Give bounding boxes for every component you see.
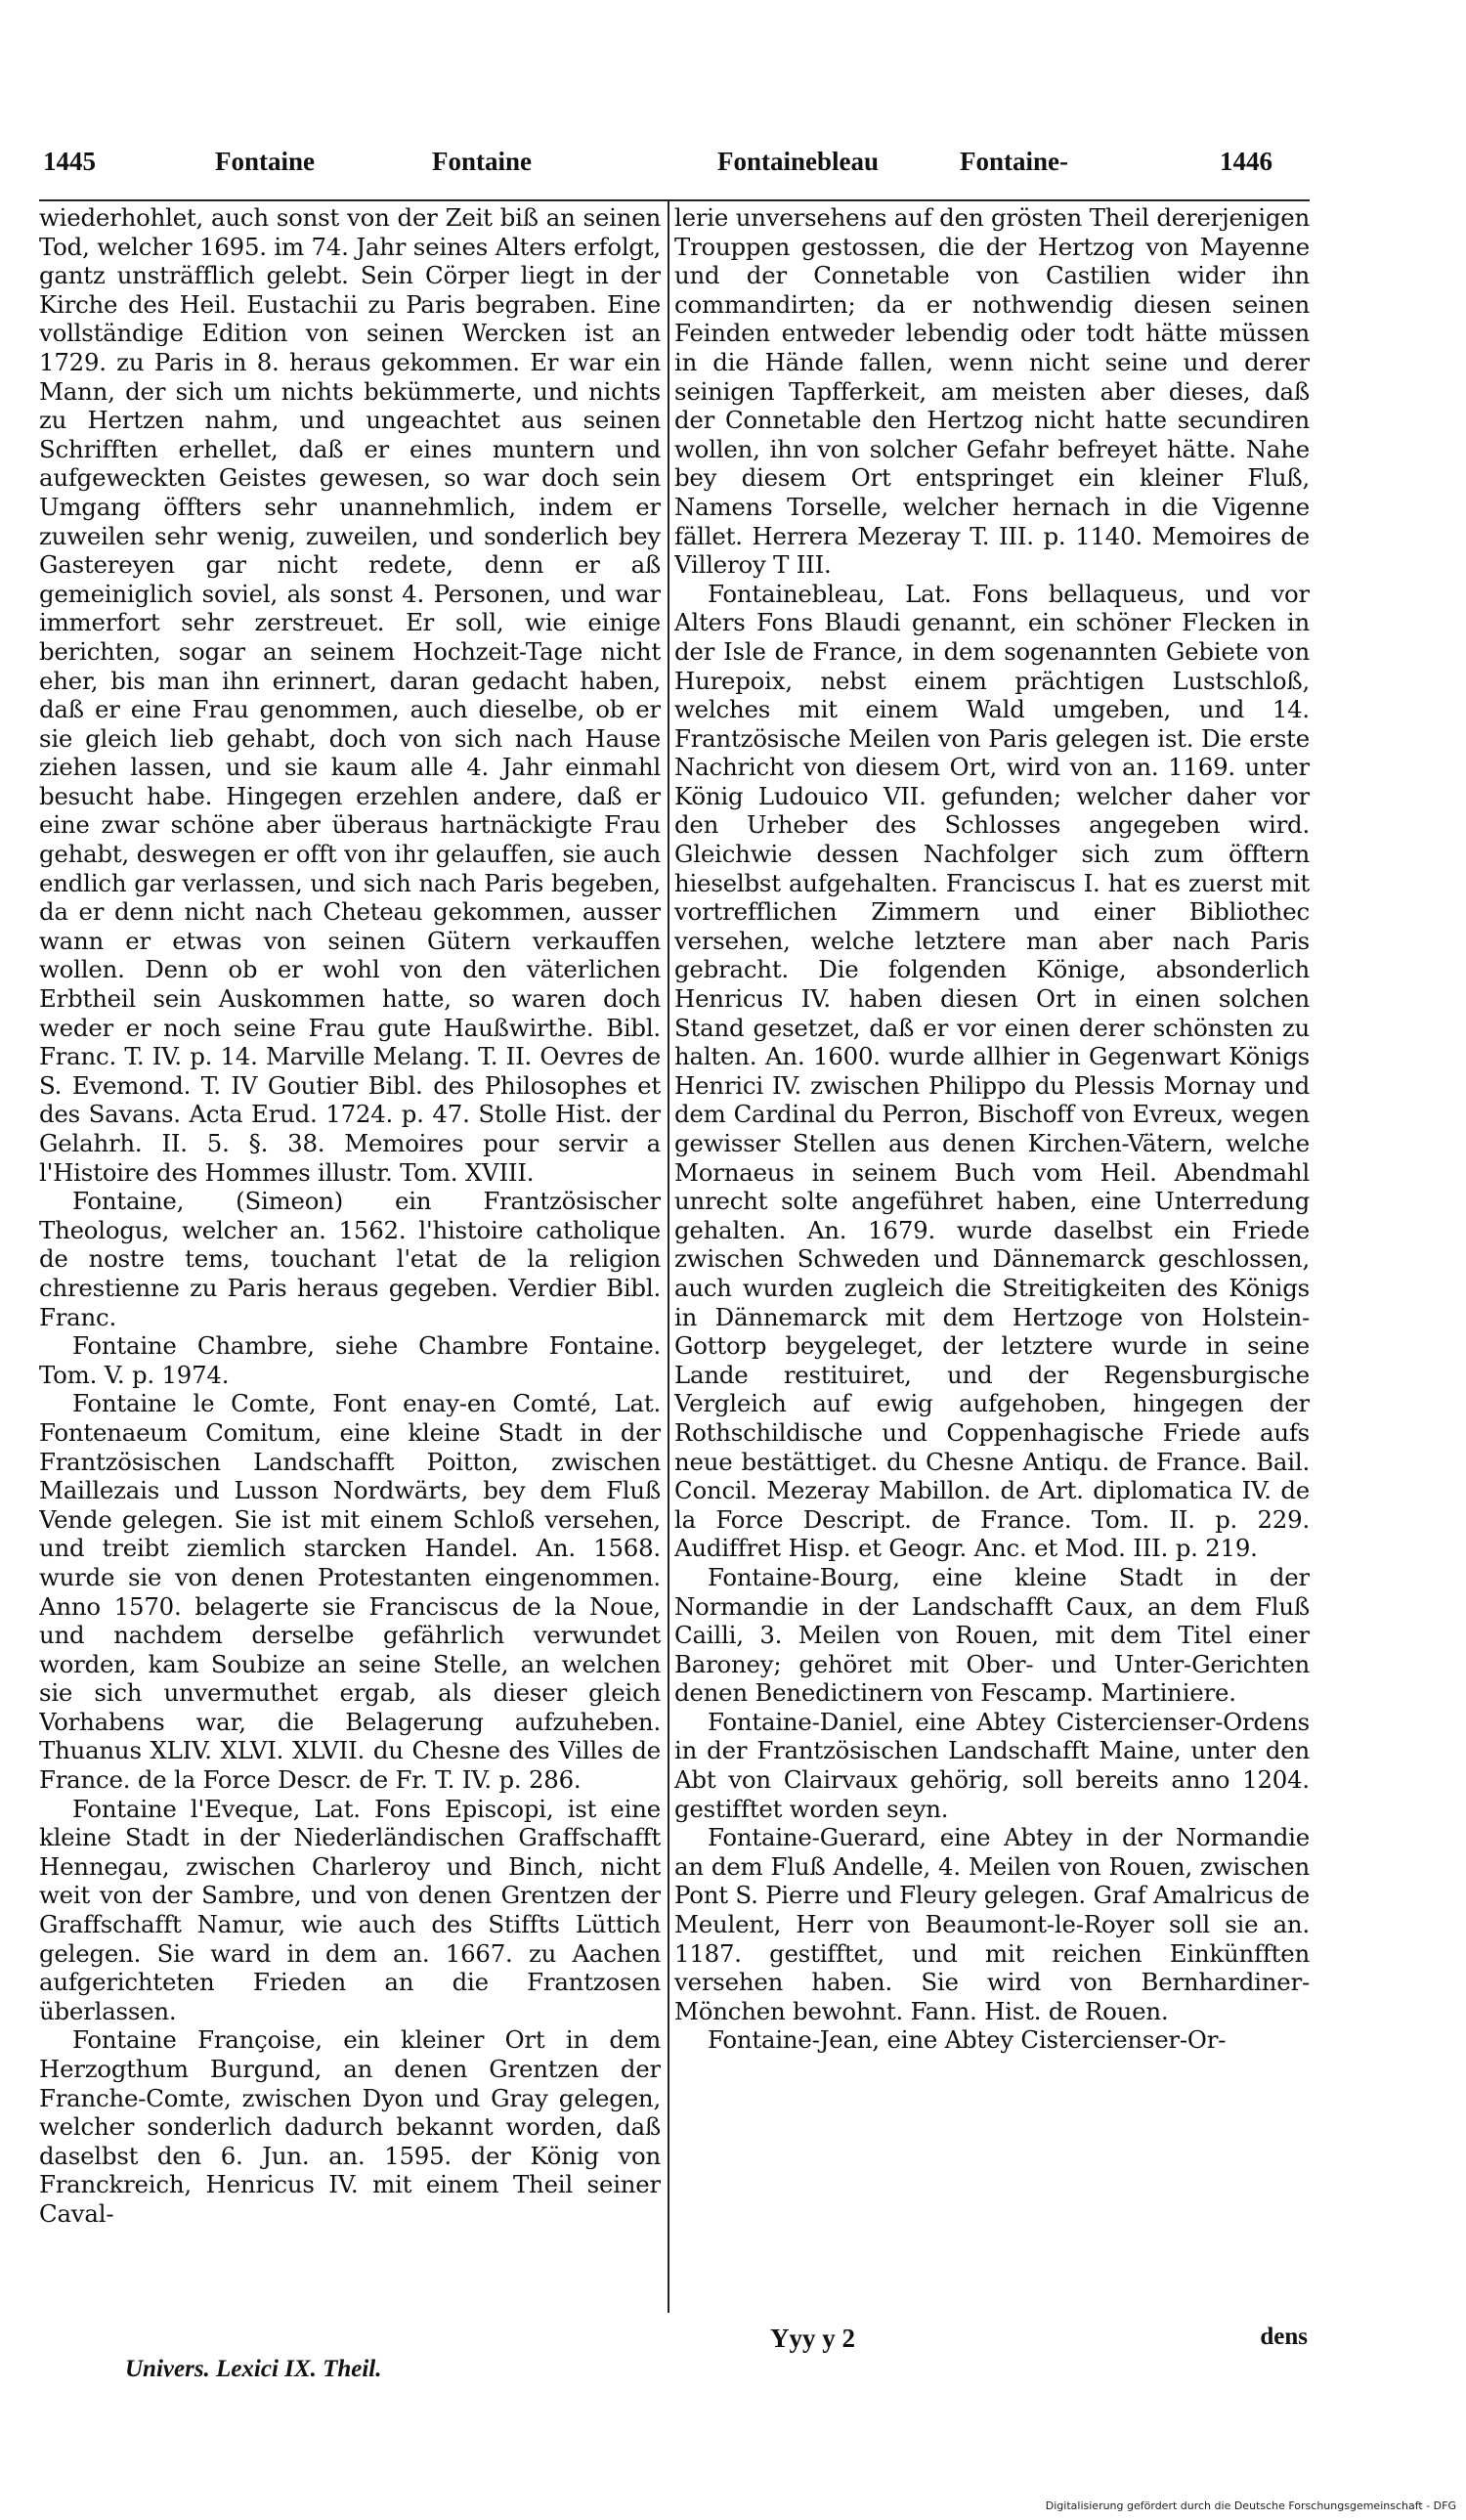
left-paragraph: Fontaine l'Eveque, Lat. Fons Episcopi, ist eine kleine Stadt in der Niederländischen Graffschafft Hennegau, zwischen Charleroy und Binch, nicht weit von der Sambre, und von denen Grentzen der Graffschafft Namur, wie auch des Stiffts Lüttich gelegen. Sie ward in dem an. 1667. zu Aachen aufgerichteten Frieden an die Frantzosen überlassen. — [39, 1794, 661, 2025]
right-paragraph: Fontaine-Daniel, eine Abtey Cistercienser-Ordens in der Frantzösischen Landschafft Maine, unter den Abt von Clairvaux gehörig, soll bereits anno 1204. gestifftet worden seyn. — [674, 1707, 1310, 1823]
right-paragraph: Fontaine-Guerard, eine Abtey in der Normandie an dem Fluß Andelle, 4. Meilen von Rouen, zwischen Pont S. Pierre und Fleury gelegen. Graf Amalricus de Meulent, Herr von Beaumont-le-Royer soll sie an. 1187. gestifftet, und mit reichen Einkünfften versehen haben. Sie wird von Bernhardiner-Mönchen bewohnt. Fann. Hist. de Rouen. — [674, 1823, 1310, 2025]
catchword: dens — [1260, 2324, 1308, 2350]
right-column — [674, 203, 1310, 2285]
right-paragraph: Fontaine-Bourg, eine kleine Stadt in der Normandie in der Landschafft Caux, an dem Fluß Cailli, 3. Meilen von Rouen, mit dem Titel einer Baroney; gehöret mit Ober- und Unter-Gerichten denen Benedictinern von Fescamp. Martiniere. — [674, 1562, 1310, 1708]
right-paragraph: Fontainebleau, Lat. Fons bellaqueus, und vor Alters Fons Blaudi genannt, ein schöner Flecken in der Isle de France, in dem sogenannten Gebiete von Hurepoix, nebst einem prächtigen Lustschloß, welches mit einem Wald umgeben, und 14. Frantzösische Meilen von Paris gelegen ist. Die erste Nachricht von diesem Ort, wird von an. 1169. unter König Ludouico VII. gefunden; welcher daher vor den Urheber des Schlosses angegeben wird. Gleichwie dessen Nachfolger sich zum öfftern hieselbst aufgehalten. Franciscus I. hat es zuerst mit vortrefflichen Zimmern und einer Bibliothec versehen, welche letztere man aber nach Paris gebracht. Die folgenden Könige, absonderlich Henricus IV. haben diesen Ort in einen solchen Stand gesetzet, daß er vor einen derer schönsten zu halten. An. 1600. wurde allhier in Gegenwart Königs Henrici IV. zwischen Philippo du Plessis Mornay und dem Cardinal du Perron, Bischoff von Evreux, wegen gewisser Stellen aus denen Kirchen-Vätern, welche Mornaeus in seinem Buch vom Heil. Abendmahl unrecht solte angeführet haben, eine Unterredung gehalten. An. 1679. wurde daselbst ein Friede zwischen Schweden und Dännemarck geschlossen, auch wurden zugleich die Streitigkeiten des Königs in Dännemarck mit dem Hertzoge von Holstein-Gottorp beygeleget, der letztere wurde in seine Lande restituiret, und der Regensburgische Vergleich auf ewig aufgehoben, hingegen der Rothschildische und Coppenhagische Friede aufs neue bestättiget. du Chesne Antiqu. de France. Bail. Concil. Mezeray Mabillon. de Art. diplomatica IV. de la Force Descript. de France. Tom. II. p. 229. Audiffret Hisp. et Geogr. Anc. et Mod. III. p. 219. — [674, 579, 1310, 1563]
header-word-3: Fontainebleau — [717, 147, 880, 176]
column-divider — [668, 201, 669, 2313]
left-paragraph: Fontaine, (Simeon) ein Frantzösischer Theologus, welcher an. 1562. l'histoire catholique de nostre tems, touchant l'etat de la religion chrestienne zu Paris heraus gegeben. Verdier Bibl. Franc. — [39, 1187, 661, 1331]
header-word-2: Fontaine — [432, 147, 533, 176]
digitization-credit: Digitalisierung gefördert durch die Deutsche Forschungsgemeinschaft - DFG — [1045, 2499, 1456, 2512]
header-rule — [39, 199, 1310, 201]
page-number-right: 1446 — [1220, 147, 1272, 176]
left-column — [39, 203, 661, 2285]
header-word-4: Fontaine- — [960, 147, 1068, 176]
left-paragraph: Fontaine Françoise, ein kleiner Ort in dem Herzogthum Burgund, an denen Grentzen der Franche-Comte, zwischen Dyon und Gray gelegen, welcher sonderlich dadurch bekannt worden, daß daselbst den 6. Jun. an. 1595. der König von Franckreich, Henricus IV. mit einem Theil seiner Caval- — [39, 2025, 661, 2228]
left-paragraph: Fontaine le Comte, Font enay-en Comté, Lat. Fontenaeum Comitum, eine kleine Stadt in der Frantzösischen Landschafft Poitton, zwischen Maillezais und Lusson Nordwärts, bey dem Fluß Vende gelegen. Sie ist mit einem Schloß versehen, und treibt ziemlich starcken Handel. An. 1568. wurde sie von denen Protestanten eingenommen. Anno 1570. belagerte sie Franciscus de la Noue, und nachdem derselbe gefährlich verwundet worden, kam Soubize an seine Stelle, an welchen sie sich unvermuthet ergab, als dieser gleich Vorhabens war, die Belagerung aufzuheben. Thuanus XLIV. XLVI. XLVII. du Chesne des Villes de France. de la Force Descr. de Fr. T. IV. p. 286. — [39, 1389, 661, 1795]
right-paragraph: Fontaine-Jean, eine Abtey Cistercienser-Or- — [708, 2025, 1227, 2055]
volume-title: Univers. Lexici IX. Theil. — [125, 2356, 382, 2382]
right-paragraph: lerie unversehens auf den grösten Theil dererjenigen Trouppen gestossen, die der Hertzog von Mayenne und der Connetable von Castilien wider ihn commandirten; da er nothwendig diesen seinen Feinden entweder lebendig oder todt hätte müssen in die Hände fallen, wenn nicht seine und derer seinigen Tapfferkeit, am meisten aber dieses, daß der Connetable den Hertzog nicht hatte secundiren wollen, ihn von solcher Gefahr befreyet hätte. Nahe bey diesem Ort entspringet ein kleiner Fluß, Namens Torselle, welcher hernach in die Vigenne fället. Herrera Mezeray T. III. p. 1140. Memoires de Villeroy T III. — [674, 203, 1310, 580]
running-header — [43, 147, 1308, 196]
page-number-left: 1445 — [43, 147, 96, 176]
left-paragraph: wiederhohlet, auch sonst von der Zeit biß an seinen Tod, welcher 1695. im 74. Jahr seines Alters erfolgt, gantz unsträfflich gelebt. Sein Cörper liegt in der Kirche des Heil. Eustachii zu Paris begraben. Eine vollständige Edition von seinen Wercken ist an 1729. zu Paris in 8. heraus gekommen. Er war ein Mann, der sich um nichts bekümmerte, und nichts zu Hertzen nahm, und ungeachtet aus seinen Schrifften erhellet, daß er eines muntern und aufgeweckten Geistes gewesen, so war doch sein Umgang öffters sehr unannehmlich, indem er zuweilen sehr wenig, zuweilen, und sonderlich bey Gastereyen gar nicht redete, denn er aß gemeiniglich soviel, als sonst 4. Personen, und war immerfort sehr zerstreuet. Er soll, wie einige berichten, sogar an seinem Hochzeit-Tage nicht eher, bis man ihn erinnert, daran gedacht haben, daß er eine Frau genommen, auch dieselbe, ob er sie gleich lieb gehabt, doch von sich nach Hause ziehen lassen, und sie kaum alle 4. Jahr einmahl besucht habe. Hingegen erzehlen andere, daß er eine zwar schöne aber überaus hartnäckigte Frau gehabt, deswegen er offt von ihr gelauffen, sie auch endlich gar verlassen, und sich nach Paris begeben, da er denn nicht nach Cheteau gekommen, ausser wann er etwas von seinen Gütern verkauffen wollen. Denn ob er wohl von den väterlichen Erbtheil sein Auskommen hatte, so waren doch weder er noch seine Frau gute Haußwirthe. Bibl. Franc. T. IV. p. 14. Marville Melang. T. II. Oevres de S. Evemond. T. IV Goutier Bibl. des Philosophes et des Savans. Acta Erud. 1724. p. 47. Stolle Hist. der Gelahrh. II. 5. §. 38. Memoires pour servir a l'Histoire des Hommes illustr. Tom. XVIII. — [39, 203, 661, 1187]
left-paragraph: Fontaine Chambre, siehe Chambre Fontaine. Tom. V. p. 1974. — [39, 1331, 661, 1389]
header-word-1: Fontaine — [215, 147, 316, 176]
signature-mark: Yyy y 2 — [770, 2324, 855, 2353]
